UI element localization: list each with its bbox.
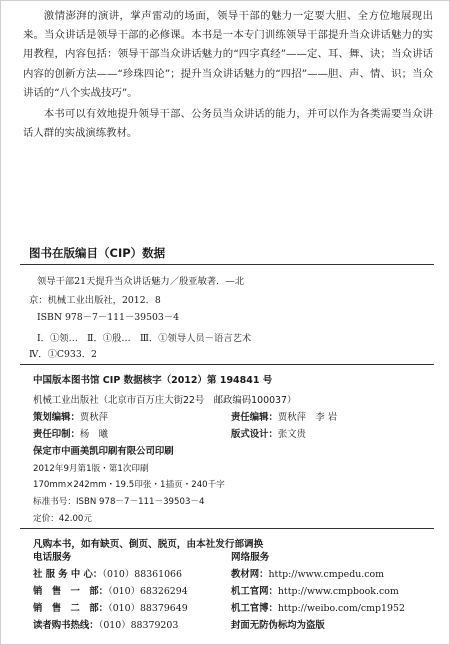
service-row-phone: （010）88361066 (102, 569, 182, 580)
layout-designer (231, 426, 306, 440)
service-row-2-right (231, 583, 399, 597)
isbn-line: 标准书号：ISBN 978－7－111－39503－4 (33, 497, 205, 507)
printer-name: 保定市中画美凯印刷有限公司印刷 (33, 446, 174, 457)
layout-designer-label: 版式设计： (231, 429, 278, 440)
layout-designer-name: 张文贵 (277, 429, 307, 440)
service-row-2-left (33, 583, 188, 597)
cip-heading: 图书在版编目（CIP）数据 (29, 246, 166, 260)
service-row-1-right (231, 566, 384, 580)
service-row-3-right (231, 600, 405, 614)
service-row-web-label: 教材网： (231, 569, 269, 580)
planning-editor (33, 409, 108, 423)
edition-info: 2012年9月第1版・第1次印刷 (33, 464, 149, 474)
replacement-notice: 凡购本书，如有缺页、倒页、脱页，由本社发行部调换 (33, 539, 264, 550)
notice-top-rule (20, 528, 434, 529)
print-supervisor-label: 责任印制： (33, 429, 80, 440)
description-paragraph-1: 激情澎湃的演讲，掌声雷动的场面，领导干部的魅力一定要大胆、全方位地展现出来。当众讲话是领导干部的必修课。本书是一本专门训练领导干部提升当众讲话魅力的实用教程，内容包括：领导干部当众讲话魅力的“四字真经”——定、耳、舞、诀；当众讲话内容的创新方法——“珍珠四论”；提升当众讲话魅力的“四招”——胆、声、情、识；当众讲话的“八个实战技巧”。 (23, 10, 433, 99)
service-row-web-label: 机工官网： (231, 586, 278, 597)
service-row-phone: （010）88379203 (98, 620, 179, 631)
cip-line-2: 京：机械工业出版社，2012．8 (29, 295, 161, 306)
description-paragraph-2: 本书可以有效地提升领导干部、公务员当众讲话的能力，并可以作为各类需要当众讲话人群的实战演练教材。 (23, 108, 433, 140)
cip-line-5: Ⅳ．①C933．2 (29, 349, 97, 360)
print-supervisor (33, 426, 108, 440)
planning-editor-label: 策划编辑： (33, 412, 80, 423)
cip-data-number: 中国版本图书馆 CIP 数据核字（2012）第 194841 号 (33, 375, 273, 386)
service-row-web: http://weibo.com/cmp1952 (277, 603, 405, 614)
service-row-label: 销 售 一 部： (33, 586, 109, 597)
phone-service-heading: 电话服务 (33, 552, 72, 563)
service-row-4-right (231, 617, 325, 631)
print-supervisor-name: 杨 曦 (79, 429, 109, 440)
service-row-1-left (33, 566, 182, 580)
cip-line-1: 领导干部21天提升当众讲话魅力／殷亚敏著．—北 (37, 276, 245, 287)
service-row-4-left (33, 617, 178, 631)
service-row-label: 社 服 务 中 心： (33, 569, 103, 580)
service-row-phone: （010）68326294 (108, 586, 188, 597)
price: 定价：42.00元 (33, 514, 92, 524)
responsible-editor-label: 责任编辑： (231, 412, 278, 423)
service-row-phone: （010）88379649 (108, 603, 188, 614)
service-row-3-left (33, 600, 188, 614)
service-row-label: 读者购书热线： (33, 620, 99, 631)
format-info: 170mm×242mm・19.5印张・1插页・240千字 (33, 480, 225, 490)
service-row-web: http://www.cmpedu.com (268, 569, 384, 580)
cip-bottom-rule (20, 364, 434, 365)
anti-piracy-notice: 封面无防伪标均为盗版 (231, 620, 325, 631)
book-description (23, 7, 433, 143)
cip-top-rule (20, 264, 434, 265)
publisher-address: 机械工业出版社（北京市百万庄大街22号 邮政编码100037） (33, 395, 297, 406)
responsible-editor (231, 409, 337, 423)
responsible-editor-name: 贾秋萍 李 岩 (277, 412, 338, 423)
web-service-heading: 网络服务 (231, 552, 270, 563)
service-row-web-label: 机工官博： (231, 603, 278, 614)
service-row-web: http://www.cmpbook.com (277, 586, 399, 597)
cip-line-4: Ⅰ．①领… Ⅱ．①殷… Ⅲ．①领导人员－语言艺术 (37, 333, 252, 344)
planning-editor-name: 贾秋萍 (79, 412, 109, 423)
service-row-label: 销 售 二 部： (33, 603, 109, 614)
cip-line-3: ISBN 978－7－111－39503－4 (37, 312, 180, 323)
